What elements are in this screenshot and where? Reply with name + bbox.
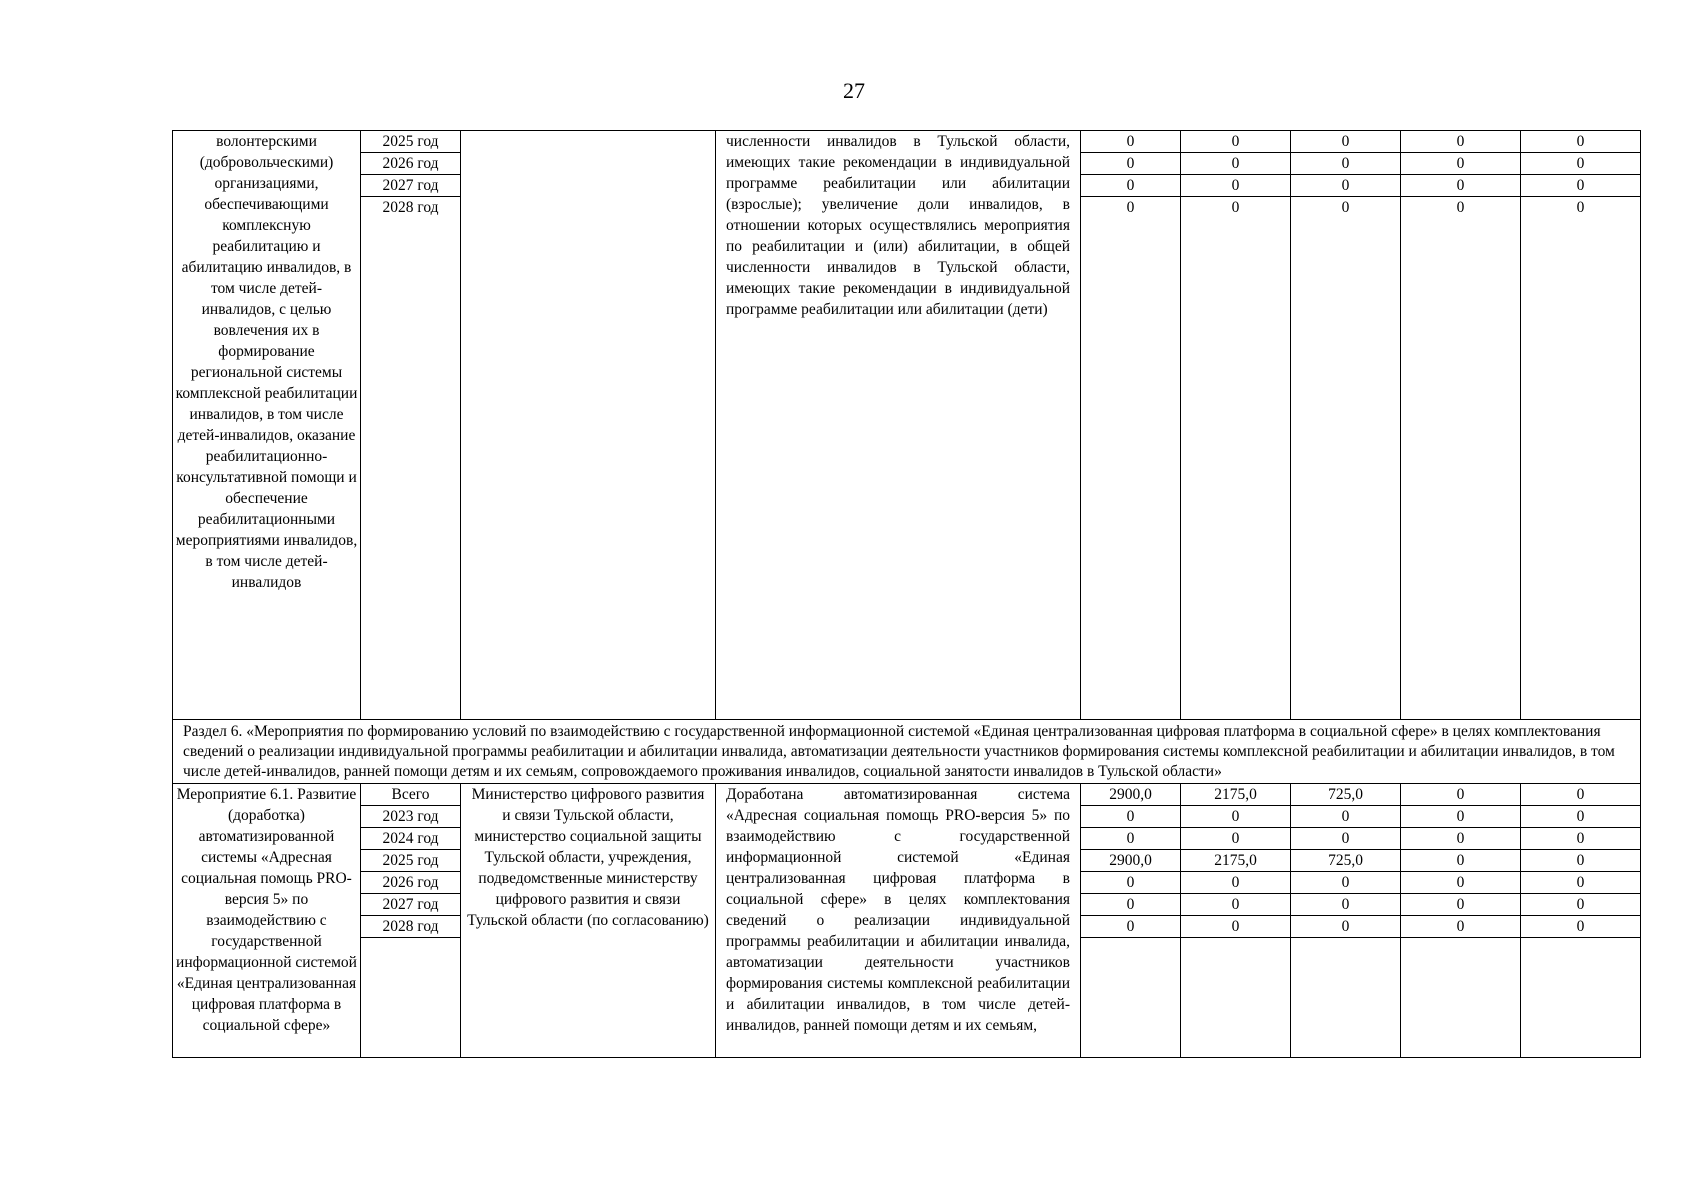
year-label: Всего bbox=[361, 784, 460, 806]
year-label: 2025 год bbox=[361, 131, 460, 153]
value-cell: 0 bbox=[1401, 894, 1520, 916]
value-col-3 bbox=[1291, 784, 1401, 1058]
year-label: 2024 год bbox=[361, 828, 460, 850]
value-col-4 bbox=[1401, 784, 1521, 1058]
value-cell: 0 bbox=[1291, 872, 1400, 894]
value-cell: 0 bbox=[1521, 784, 1640, 806]
value-cell: 0 bbox=[1401, 131, 1520, 153]
executor-text: Министерство цифрового развития и связи Тульской области, министерство социальной защиты Тульской области, учреждения, подведомственные министерству цифрового развития и связи Тульской области (по согласованию) bbox=[467, 786, 709, 929]
value-cell: 0 bbox=[1521, 153, 1640, 175]
value-cell: 0 bbox=[1576, 199, 1585, 216]
value-cell: 0 bbox=[1401, 806, 1520, 828]
value-cell: 0 bbox=[1291, 175, 1400, 197]
value-cell: 2175,0 bbox=[1181, 850, 1290, 872]
value-col-2 bbox=[1181, 131, 1291, 720]
value-cell: 0 bbox=[1401, 153, 1520, 175]
value-col-2 bbox=[1181, 784, 1291, 1058]
value-cell: 0 bbox=[1341, 199, 1350, 216]
value-cell: 0 bbox=[1181, 806, 1290, 828]
value-col-1 bbox=[1081, 131, 1181, 720]
year-label: 2026 год bbox=[361, 872, 460, 894]
value-cell: 0 bbox=[1291, 131, 1400, 153]
value-cell: 0 bbox=[1521, 850, 1640, 872]
value-col-5 bbox=[1521, 784, 1641, 1058]
value-cell: 0 bbox=[1181, 916, 1290, 938]
value-cell: 0 bbox=[1291, 916, 1400, 938]
year-label: 2026 год bbox=[361, 153, 460, 175]
value-cell: 0 bbox=[1081, 131, 1180, 153]
program-table bbox=[172, 130, 1641, 1058]
value-cell: 2900,0 bbox=[1081, 784, 1180, 806]
value-cell: 0 bbox=[1181, 175, 1290, 197]
section-6-title: Раздел 6. «Мероприятия по формированию условий по взаимодействию с государственной информационной системой «Единая централизованная цифровая платформа в социальной сфере» в целях комплектования сведений о реализации индивидуальной программы реабилитации и абилитации инвалида, автоматизации деятельности участников формирования системы комплексной реабилитации и абилитации инвалидов, в том числе детей-инвалидов, ранней помощи детям и их семьям, сопровождаемого проживания инвалидов, социальной занятости инвалидов в Тульской области» bbox=[173, 720, 1641, 784]
value-cell: 0 bbox=[1291, 153, 1400, 175]
value-cell: 0 bbox=[1081, 894, 1180, 916]
years-cell bbox=[361, 131, 461, 720]
year-label: 2025 год bbox=[361, 850, 460, 872]
activity-name-text: Мероприятие 6.1. Развитие (доработка) автоматизированной системы «Адресная социальная помощь PRO-версия 5» по взаимодействию с государственной информационной системой «Единая централизованная цифровая платформа в социальной сфере» bbox=[176, 786, 357, 1034]
value-cell: 0 bbox=[1081, 806, 1180, 828]
table-row-block1 bbox=[173, 131, 1641, 720]
result-cell bbox=[716, 131, 1081, 720]
value-cell: 0 bbox=[1521, 828, 1640, 850]
value-cell: 0 bbox=[1081, 828, 1180, 850]
value-cell: 0 bbox=[1521, 872, 1640, 894]
result-cell bbox=[716, 784, 1081, 1058]
value-cell: 0 bbox=[1291, 894, 1400, 916]
value-cell: 0 bbox=[1521, 131, 1640, 153]
value-cell: 0 bbox=[1081, 175, 1180, 197]
value-cell: 0 bbox=[1521, 806, 1640, 828]
page-number: 27 bbox=[843, 78, 865, 103]
value-cell: 0 bbox=[1291, 828, 1400, 850]
value-col-5 bbox=[1521, 131, 1641, 720]
value-cell: 0 bbox=[1401, 175, 1520, 197]
value-col-1 bbox=[1081, 784, 1181, 1058]
activity-name-text: волонтерскими (добровольческими) организациями, обеспечивающими комплексную реабилитацию и абилитацию инвалидов, в том числе детей-инвалидов, с целью вовлечения их в формирование региональной системы комплексной реабилитации инвалидов, в том числе детей-инвалидов, оказание реабилитационно-консультативной помощи и обеспечение реабилитационными мероприятиями инвалидов, в том числе детей-инвалидов bbox=[175, 133, 358, 591]
table-row-block2 bbox=[173, 784, 1641, 1058]
value-cell: 0 bbox=[1521, 175, 1640, 197]
result-text: численности инвалидов в Тульской области, имеющих такие рекомендации в индивидуальной программе реабилитации или абилитации (взрослые); увеличение доли инвалидов, в отношении которых осуществлялись мероприятия по реабилитации и (или) абилитации, в общей численности инвалидов в Тульской области, имеющих такие рекомендации в индивидуальной программе реабилитации или абилитации (дети) bbox=[726, 133, 1070, 318]
value-cell: 0 bbox=[1401, 916, 1520, 938]
value-cell: 0 bbox=[1401, 872, 1520, 894]
value-cell: 2175,0 bbox=[1181, 784, 1290, 806]
value-cell: 0 bbox=[1521, 894, 1640, 916]
executor-cell bbox=[461, 784, 716, 1058]
value-col-3 bbox=[1291, 131, 1401, 720]
value-cell: 2900,0 bbox=[1081, 850, 1180, 872]
executor-cell bbox=[461, 131, 716, 720]
value-cell: 0 bbox=[1401, 784, 1520, 806]
value-cell: 0 bbox=[1181, 131, 1290, 153]
value-cell: 0 bbox=[1081, 153, 1180, 175]
year-label: 2027 год bbox=[361, 175, 460, 197]
activity-name-cell bbox=[173, 784, 361, 1058]
value-cell: 725,0 bbox=[1291, 784, 1400, 806]
value-cell: 0 bbox=[1081, 872, 1180, 894]
value-cell: 0 bbox=[1456, 199, 1465, 216]
value-cell: 0 bbox=[1401, 828, 1520, 850]
result-text: Доработана автоматизированная система «Адресная социальная помощь PRO-версия 5» по взаимодействию с государственной информационной системой «Единая централизованная цифровая платформа в социальной сфере» в целях комплектования сведений о реализации индивидуальной программы реабилитации и абилитации инвалида, автоматизации деятельности участников формирования системы комплексной реабилитации и абилитации инвалидов, в том числе детей-инвалидов, ранней помощи детям и их семьям, bbox=[726, 786, 1070, 1034]
value-cell: 0 bbox=[1291, 806, 1400, 828]
value-cell: 0 bbox=[1401, 850, 1520, 872]
value-cell: 0 bbox=[1181, 872, 1290, 894]
value-cell: 0 bbox=[1181, 894, 1290, 916]
value-cell: 0 bbox=[1181, 153, 1290, 175]
value-cell: 0 bbox=[1081, 916, 1180, 938]
year-label: 2027 год bbox=[361, 894, 460, 916]
year-label: 2028 год bbox=[361, 916, 460, 938]
value-cell: 0 bbox=[1126, 199, 1135, 216]
activity-name-cell bbox=[173, 131, 361, 720]
value-cell: 0 bbox=[1521, 916, 1640, 938]
year-label: 2028 год bbox=[382, 199, 439, 216]
year-label: 2023 год bbox=[361, 806, 460, 828]
value-col-4 bbox=[1401, 131, 1521, 720]
section-header-row bbox=[173, 720, 1641, 784]
years-cell bbox=[361, 784, 461, 1058]
value-cell: 0 bbox=[1231, 199, 1240, 216]
value-cell: 725,0 bbox=[1291, 850, 1400, 872]
value-cell: 0 bbox=[1181, 828, 1290, 850]
